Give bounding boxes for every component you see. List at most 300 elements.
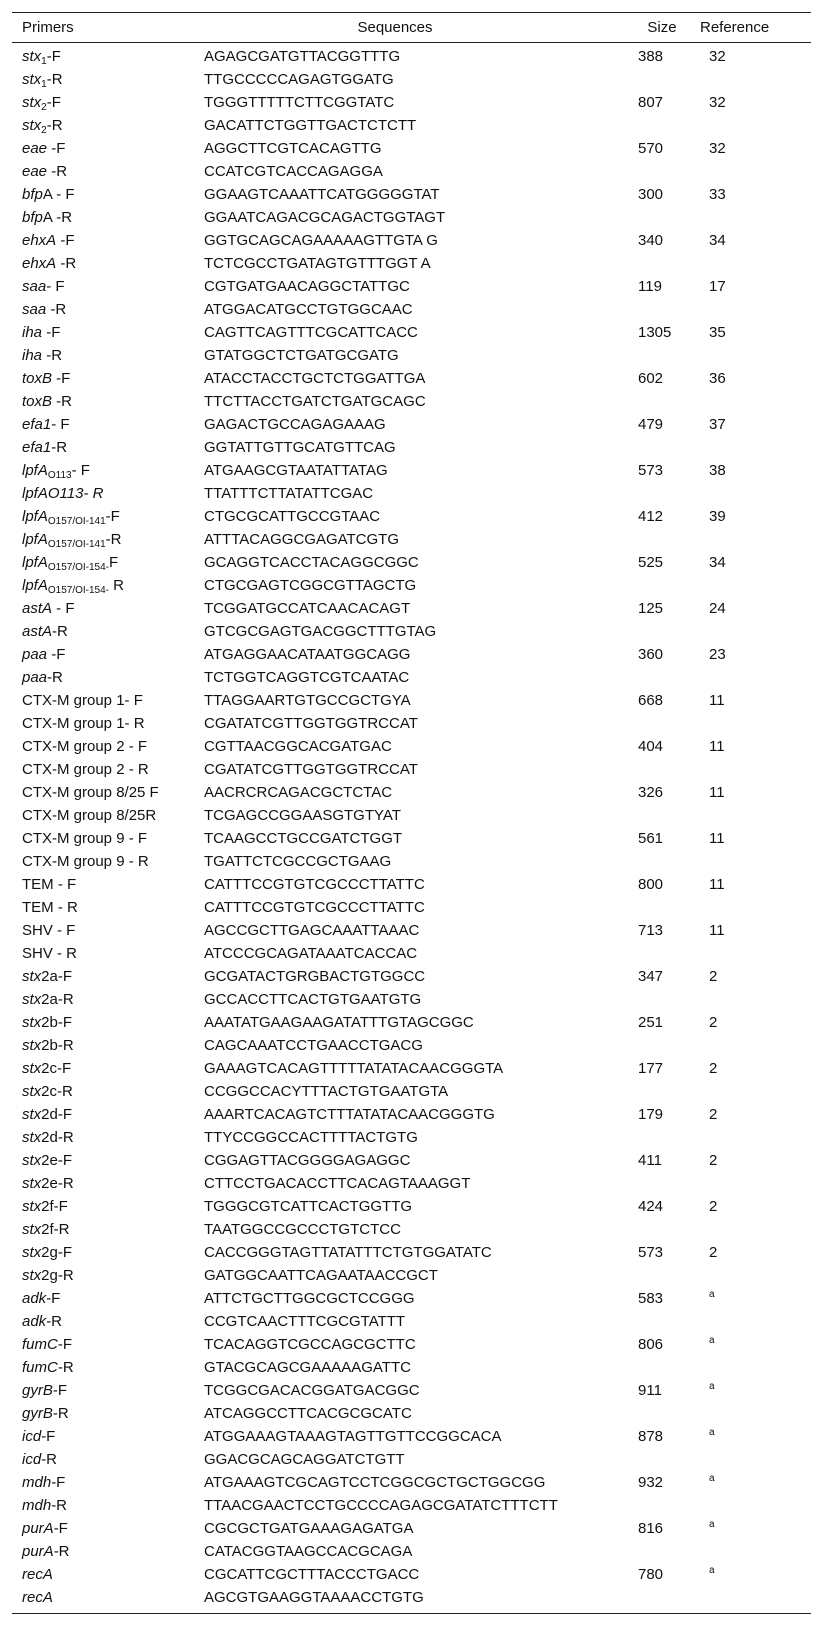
- reference-cell: 11: [709, 784, 725, 801]
- primer-cell: [12, 945, 198, 962]
- sequence-cell: CTGCGCATTGCCGTAAC: [204, 508, 381, 525]
- sequence-cell: GTACGCAGCGAAAAAGATTC: [204, 1359, 411, 1376]
- reference-cell: 34: [709, 232, 726, 249]
- primer-gene: astA: [22, 600, 53, 617]
- primer-cell: [12, 1359, 198, 1376]
- primer-gene: adk: [22, 1313, 47, 1330]
- sequence-cell: CCGGCCACYTTTACTGTGAATGTA: [204, 1083, 449, 1100]
- table-row: [12, 873, 811, 896]
- primer-suffix: -R: [41, 1451, 58, 1468]
- primer-suffix: -R: [46, 71, 63, 88]
- table-row: [12, 275, 811, 298]
- primer-gene: stx: [22, 1106, 42, 1123]
- sequence-cell: AGCGTGAAGGTAAAACCTGTG: [204, 1589, 424, 1606]
- size-cell: 525: [638, 554, 664, 571]
- table-row: [12, 1333, 811, 1356]
- table-row: [12, 1287, 811, 1310]
- primer-suffix: -F: [46, 94, 61, 111]
- sequence-cell: CGTGATGAACAGGCTATTGC: [204, 278, 410, 295]
- primer-suffix: 2c-F: [41, 1060, 72, 1077]
- table-row: [12, 298, 811, 321]
- primer-cell: [12, 163, 198, 180]
- sequence-cell: CCGTCAACTTTCGCGTATTT: [204, 1313, 406, 1330]
- table-row: [12, 1080, 811, 1103]
- primer-cell: [12, 715, 198, 732]
- primer-gene: paa: [22, 669, 48, 686]
- table-row: [12, 1448, 811, 1471]
- primer-suffix: - F: [46, 278, 65, 295]
- reference-cell: 11: [709, 830, 725, 847]
- primer-suffix: R: [109, 577, 125, 594]
- size-cell: 807: [638, 94, 664, 111]
- table-row: [12, 1356, 811, 1379]
- primer-suffix: - F: [52, 600, 75, 617]
- sequence-cell: ATGAGGAACATAATGGCAGG: [204, 646, 411, 663]
- reference-cell: 2: [709, 1014, 718, 1031]
- primer-suffix: 2f-R: [41, 1221, 70, 1238]
- table-row: [12, 551, 811, 574]
- primer-gene: stx: [22, 991, 42, 1008]
- primer-suffix: 2e-F: [41, 1152, 73, 1169]
- size-cell: 583: [638, 1290, 664, 1307]
- primer-cell: [12, 186, 198, 203]
- primer-gene: stx: [22, 71, 42, 88]
- primer-gene: ehxA: [22, 255, 57, 272]
- primer-gene: stx: [22, 1152, 42, 1169]
- primer-suffix: -R: [52, 1405, 69, 1422]
- primer-cell: [12, 1175, 198, 1192]
- size-cell: 125: [638, 600, 664, 617]
- reference-cell: 11: [709, 876, 725, 893]
- size-cell: 911: [638, 1382, 662, 1399]
- primer-gene: stx: [22, 1037, 42, 1054]
- header-reference: Reference: [700, 19, 770, 36]
- reference-cell: 24: [709, 600, 726, 617]
- size-cell: 800: [638, 876, 664, 893]
- primer-gene: stx: [22, 1129, 42, 1146]
- primer-cell: [12, 462, 198, 479]
- sequence-cell: AGGCTTCGTCACAGTTG: [204, 140, 382, 157]
- primer-suffix: -F: [46, 48, 61, 65]
- sequence-cell: GTATGGCTCTGATGCGATG: [204, 347, 399, 364]
- primer-cell: [12, 669, 198, 686]
- header-sequences: Sequences: [357, 19, 433, 36]
- sequence-cell: CTGCGAGTCGGCGTTAGCTG: [204, 577, 417, 594]
- primer-gene: paa: [22, 646, 48, 663]
- reference-cell: 2: [709, 1106, 718, 1123]
- header-size: Size: [647, 19, 677, 36]
- primer-gene: stx: [22, 1244, 42, 1261]
- table-row: [12, 1540, 811, 1563]
- table-row: [12, 919, 811, 942]
- sequence-cell: AGCCGCTTGAGCAAATTAAAC: [204, 922, 420, 939]
- primer-suffix: -R: [53, 1543, 70, 1560]
- primer-gene: lpfAO113- R: [22, 485, 104, 502]
- table-row: [12, 758, 811, 781]
- primer-suffix: -R: [46, 117, 63, 134]
- size-cell: 932: [638, 1474, 664, 1491]
- primer-cell: [12, 830, 198, 847]
- primer-cell: [12, 1589, 198, 1606]
- primer-cell: [12, 1497, 198, 1514]
- reference-cell: [692, 1474, 811, 1491]
- table-row: [12, 1517, 811, 1540]
- reference-cell: [692, 1520, 811, 1537]
- size-cell: 360: [638, 646, 664, 663]
- reference-cell: [692, 1382, 811, 1399]
- primer-gene: bfp: [22, 186, 43, 203]
- primer-cell: [12, 209, 198, 226]
- reference-cell: 32: [709, 140, 726, 157]
- table-row: [12, 666, 811, 689]
- size-cell: 388: [638, 48, 664, 65]
- table-row: [12, 413, 811, 436]
- reference-cell: [692, 1290, 811, 1307]
- size-cell: 878: [638, 1428, 664, 1445]
- primer-gene: stx: [22, 1083, 42, 1100]
- size-cell: 340: [638, 232, 664, 249]
- primer-cell: [12, 1129, 198, 1146]
- primer-subscript: O157/OI-141: [47, 539, 106, 550]
- primer-cell: [12, 968, 198, 985]
- primer-cell: [12, 554, 198, 571]
- size-cell: 561: [638, 830, 664, 847]
- sequence-cell: AAARTCACAGTCTTTATATACAACGGGTG: [204, 1106, 495, 1123]
- table-row: [12, 1425, 811, 1448]
- primer-gene: purA: [22, 1543, 54, 1560]
- table-row: [12, 781, 811, 804]
- primer-subscript: O157/OI-141: [47, 516, 106, 527]
- primer-cell: [12, 1451, 198, 1468]
- primer-subscript: 1: [41, 56, 47, 67]
- primer-suffix: -R: [47, 163, 68, 180]
- primer-suffix: CTX-M group 9 - F: [22, 830, 148, 847]
- size-cell: 602: [638, 370, 664, 387]
- size-cell: 816: [638, 1520, 664, 1537]
- primer-cell: [12, 48, 198, 65]
- reference-cell: 32: [709, 48, 726, 65]
- sequence-cell: GACATTCTGGTTGACTCTCTT: [204, 117, 417, 134]
- primer-suffix: -F: [51, 1474, 66, 1491]
- primer-suffix: -R: [51, 1497, 68, 1514]
- sequence-cell: TTYCCGGCCACTTTTACTGTG: [204, 1129, 418, 1146]
- table-row: [12, 1034, 811, 1057]
- primer-suffix: CTX-M group 9 - R: [22, 853, 149, 870]
- sequence-cell: GATGGCAATTCAGAATAACCGCT: [204, 1267, 438, 1284]
- reference-cell: [692, 1336, 811, 1353]
- sequence-cell: ATCAGGCCTTCACGCGCATC: [204, 1405, 412, 1422]
- table-row: [12, 1310, 811, 1333]
- table-row: [12, 1494, 811, 1517]
- sequence-cell: GAGACTGCCAGAGAAAG: [204, 416, 386, 433]
- table-row: [12, 1563, 811, 1586]
- primer-suffix: -R: [52, 623, 68, 640]
- primer-suffix: -R: [52, 393, 73, 410]
- primer-gene: stx: [22, 1060, 42, 1077]
- primer-suffix: -R: [47, 669, 63, 686]
- reference-cell: 2: [709, 968, 718, 985]
- primer-subscript: 2: [41, 102, 47, 113]
- primer-cell: [12, 1290, 198, 1307]
- primer-suffix: SHV - F: [22, 922, 76, 939]
- table-row: [12, 1218, 811, 1241]
- primer-suffix: 2a-R: [41, 991, 74, 1008]
- sequence-cell: CGATATCGTTGGTGGTRCCAT: [204, 715, 418, 732]
- size-cell: 713: [638, 922, 664, 939]
- table-row: [12, 344, 811, 367]
- primer-cell: [12, 508, 198, 525]
- table-row: [12, 436, 811, 459]
- table-row: [12, 689, 811, 712]
- primer-suffix: 2b-R: [41, 1037, 74, 1054]
- primer-cell: [12, 1037, 198, 1054]
- primer-suffix: TEM - F: [22, 876, 77, 893]
- table-row: [12, 643, 811, 666]
- primer-gene: iha: [22, 324, 43, 341]
- table-row: [12, 735, 811, 758]
- primer-gene: lpfA: [22, 462, 48, 479]
- primer-suffix: 2e-R: [41, 1175, 74, 1192]
- sequence-cell: CATACGGTAAGCCACGCAGA: [204, 1543, 413, 1560]
- sequence-cell: AAATATGAAGAAGATATTTGTAGCGGC: [204, 1014, 474, 1031]
- table-row: [12, 942, 811, 965]
- primer-suffix: -R: [51, 439, 68, 456]
- table-row: [12, 827, 811, 850]
- size-cell: 347: [638, 968, 664, 985]
- table-bottom-rule: [12, 1613, 811, 1614]
- table-row: [12, 160, 811, 183]
- table-row: [12, 528, 811, 551]
- table-row: [12, 482, 811, 505]
- primer-suffix: - F: [71, 462, 90, 479]
- primer-cell: [12, 301, 198, 318]
- reference-cell: 33: [709, 186, 726, 203]
- primer-cell: [12, 1313, 198, 1330]
- primer-cell: [12, 784, 198, 801]
- primer-cell: [12, 1543, 198, 1560]
- primer-cell: [12, 1244, 198, 1261]
- primer-suffix: -F: [42, 324, 61, 341]
- reference-cell: 32: [709, 94, 726, 111]
- size-cell: 573: [638, 462, 664, 479]
- primer-gene: efa1: [22, 439, 52, 456]
- primer-suffix: 2g-F: [41, 1244, 73, 1261]
- primer-cell: [12, 1152, 198, 1169]
- primer-cell: [12, 876, 198, 893]
- sequence-cell: ATGAAGCGTAATATTATAG: [204, 462, 388, 479]
- table-row: [12, 114, 811, 137]
- primer-cell: [12, 623, 198, 640]
- primer-gene: saa: [22, 301, 47, 318]
- sequence-cell: ATTCTGCTTGGCGCTCCGGG: [204, 1290, 415, 1307]
- primer-cell: [12, 761, 198, 778]
- sequence-cell: TCAAGCCTGCCGATCTGGT: [204, 830, 403, 847]
- table-row: [12, 1379, 811, 1402]
- primer-subscript: 2: [41, 125, 47, 136]
- table-body: [12, 43, 811, 1613]
- sequence-cell: CATTTCCGTGTCGCCCTTATTC: [204, 899, 425, 916]
- header-primers: Primers: [22, 19, 74, 36]
- size-cell: 573: [638, 1244, 664, 1261]
- primer-suffix: -F: [56, 232, 75, 249]
- table-row: [12, 712, 811, 735]
- sequence-cell: GGAATCAGACGCAGACTGGTAGT: [204, 209, 446, 226]
- primer-cell: [12, 1474, 198, 1491]
- primer-cell: [12, 370, 198, 387]
- primer-cell: [12, 1520, 198, 1537]
- primer-suffix: 2d-F: [41, 1106, 73, 1123]
- reference-cell: 11: [709, 922, 725, 939]
- primer-table: [12, 12, 811, 1614]
- primer-gene: stx: [22, 1267, 42, 1284]
- sequence-cell: TCGAGCCGGAASGTGTYAT: [204, 807, 401, 824]
- size-cell: 570: [638, 140, 664, 157]
- reference-cell: 35: [709, 324, 726, 341]
- reference-cell: [692, 1428, 811, 1445]
- primer-gene: stx: [22, 1175, 42, 1192]
- table-row: [12, 1172, 811, 1195]
- sequence-cell: CGCGCTGATGAAAGAGATGA: [204, 1520, 414, 1537]
- sequence-cell: TCGGCGACACGGATGACGGC: [204, 1382, 420, 1399]
- primer-cell: [12, 646, 198, 663]
- sequence-cell: TCACAGGTCGCCAGCGCTTC: [204, 1336, 416, 1353]
- table-row: [12, 1195, 811, 1218]
- table-row: [12, 1103, 811, 1126]
- sequence-cell: TGATTCTCGCCGCTGAAG: [204, 853, 392, 870]
- primer-gene: iha: [22, 347, 43, 364]
- table-row: [12, 390, 811, 413]
- table-row: [12, 597, 811, 620]
- primer-cell: [12, 140, 198, 157]
- primer-gene: adk: [22, 1290, 47, 1307]
- primer-suffix: -F: [52, 370, 71, 387]
- primer-cell: [12, 485, 198, 502]
- sequence-cell: GGAAGTCAAATTCATGGGGGTAT: [204, 186, 440, 203]
- primer-cell: [12, 1221, 198, 1238]
- primer-gene: stx: [22, 1198, 42, 1215]
- primer-cell: [12, 1336, 198, 1353]
- primer-suffix: -R: [46, 1313, 63, 1330]
- table-row: [12, 505, 811, 528]
- sequence-cell: CGGAGTTACGGGGAGAGGC: [204, 1152, 411, 1169]
- table-row: [12, 1011, 811, 1034]
- sequence-cell: ATGGAAAGTAAAGTAGTTGTTCCGGCACA: [204, 1428, 502, 1445]
- sequence-cell: ATTTACAGGCGAGATCGTG: [204, 531, 399, 548]
- reference-cell: 2: [709, 1198, 718, 1215]
- table-row: [12, 321, 811, 344]
- primer-cell: [12, 416, 198, 433]
- sequence-cell: TTCTTACCTGATCTGATGCAGC: [204, 393, 426, 410]
- sequence-cell: TAATGGCCGCCCTGTCTCC: [204, 1221, 401, 1238]
- sequence-cell: GTCGCGAGTGACGGCTTTGTAG: [204, 623, 437, 640]
- primer-suffix: 2f-F: [41, 1198, 68, 1215]
- sequence-cell: GCAGGTCACCTACAGGCGGC: [204, 554, 419, 571]
- sequence-cell: GAAAGTCACAGTTTTTATATACAACGGGTA: [204, 1060, 504, 1077]
- sequence-cell: CGTTAACGGCACGATGAC: [204, 738, 392, 755]
- primer-suffix: CTX-M group 2 - F: [22, 738, 148, 755]
- sequence-cell: ATGAAAGTCGCAGTCCTCGGCGCTGCTGGCGG: [204, 1474, 546, 1491]
- primer-gene: efa1: [22, 416, 52, 433]
- primer-suffix: CTX-M group 1- F: [22, 692, 143, 709]
- table-row: [12, 1126, 811, 1149]
- sequence-cell: TTAACGAACTCCTGCCCCAGAGCGATATCTTTCTT: [204, 1497, 558, 1514]
- sequence-cell: GGTATTGTTGCATGTTCAG: [204, 439, 396, 456]
- table-row: [12, 206, 811, 229]
- sequence-cell: TCGGATGCCATCAACACAGT: [204, 600, 411, 617]
- primer-suffix: -F: [57, 1336, 73, 1353]
- primer-gene: mdh: [22, 1474, 52, 1491]
- primer-suffix: -R: [105, 531, 122, 548]
- primer-cell: [12, 692, 198, 709]
- size-cell: 806: [638, 1336, 664, 1353]
- sequence-cell: CGATATCGTTGGTGGTRCCAT: [204, 761, 418, 778]
- sequence-cell: TCTCGCCTGATAGTGTTTGGT A: [204, 255, 431, 272]
- primer-cell: [12, 1106, 198, 1123]
- reference-cell: 36: [709, 370, 726, 387]
- primer-suffix: -F: [53, 1520, 68, 1537]
- primer-suffix: 2g-R: [41, 1267, 74, 1284]
- primer-cell: [12, 255, 198, 272]
- table-row: [12, 459, 811, 482]
- primer-gene: icd: [22, 1451, 42, 1468]
- primer-cell: [12, 922, 198, 939]
- primer-cell: [12, 71, 198, 88]
- table-row: [12, 1057, 811, 1080]
- sequence-cell: ATCCCGCAGATAAATCACCAC: [204, 945, 418, 962]
- primer-suffix: -R: [42, 347, 63, 364]
- primer-gene: stx: [22, 968, 42, 985]
- primer-suffix: A -R: [42, 209, 73, 226]
- primer-suffix: A - F: [42, 186, 75, 203]
- primer-gene: toxB: [22, 393, 53, 410]
- primer-cell: [12, 807, 198, 824]
- sequence-cell: CAGCAAATCCTGAACCTGACG: [204, 1037, 423, 1054]
- sequence-cell: GCCACCTTCACTGTGAATGTG: [204, 991, 422, 1008]
- size-cell: 411: [638, 1152, 662, 1169]
- primer-suffix: -F: [105, 508, 120, 525]
- primer-gene: mdh: [22, 1497, 52, 1514]
- size-cell: 177: [638, 1060, 664, 1077]
- primer-suffix: 2a-F: [41, 968, 73, 985]
- sequence-cell: CTTCCTGACACCTTCACAGTAAAGGT: [204, 1175, 471, 1192]
- reference-footnote: a: [709, 1427, 715, 1438]
- primer-gene: gyrB: [22, 1382, 53, 1399]
- sequence-cell: CACCGGGTAGTTATATTTCTGTGGATATC: [204, 1244, 492, 1261]
- primer-suffix: CTX-M group 8/25 F: [22, 784, 159, 801]
- primer-gene: fumC: [22, 1336, 58, 1353]
- size-cell: 326: [638, 784, 664, 801]
- primer-suffix: -F: [47, 140, 66, 157]
- size-cell: 412: [638, 508, 664, 525]
- primer-subscript: O157/OI-154-: [47, 585, 110, 596]
- reference-cell: 2: [709, 1152, 718, 1169]
- primer-suffix: -F: [41, 1428, 56, 1445]
- primer-suffix: -R: [46, 301, 67, 318]
- sequence-cell: GCGATACTGRGBACTGTGGCC: [204, 968, 426, 985]
- reference-cell: 11: [709, 738, 725, 755]
- primer-cell: [12, 577, 198, 594]
- reference-cell: 39: [709, 508, 726, 525]
- table-row: [12, 1471, 811, 1494]
- primer-gene: lpfA: [22, 554, 48, 571]
- table-row: [12, 252, 811, 275]
- size-cell: 479: [638, 416, 664, 433]
- sequence-cell: AGAGCGATGTTACGGTTTG: [204, 48, 401, 65]
- sequence-cell: GGACGCAGCAGGATCTGTT: [204, 1451, 405, 1468]
- sequence-cell: TGGGTTTTTCTTCGGTATC: [204, 94, 395, 111]
- reference-cell: 2: [709, 1244, 718, 1261]
- table-row: [12, 68, 811, 91]
